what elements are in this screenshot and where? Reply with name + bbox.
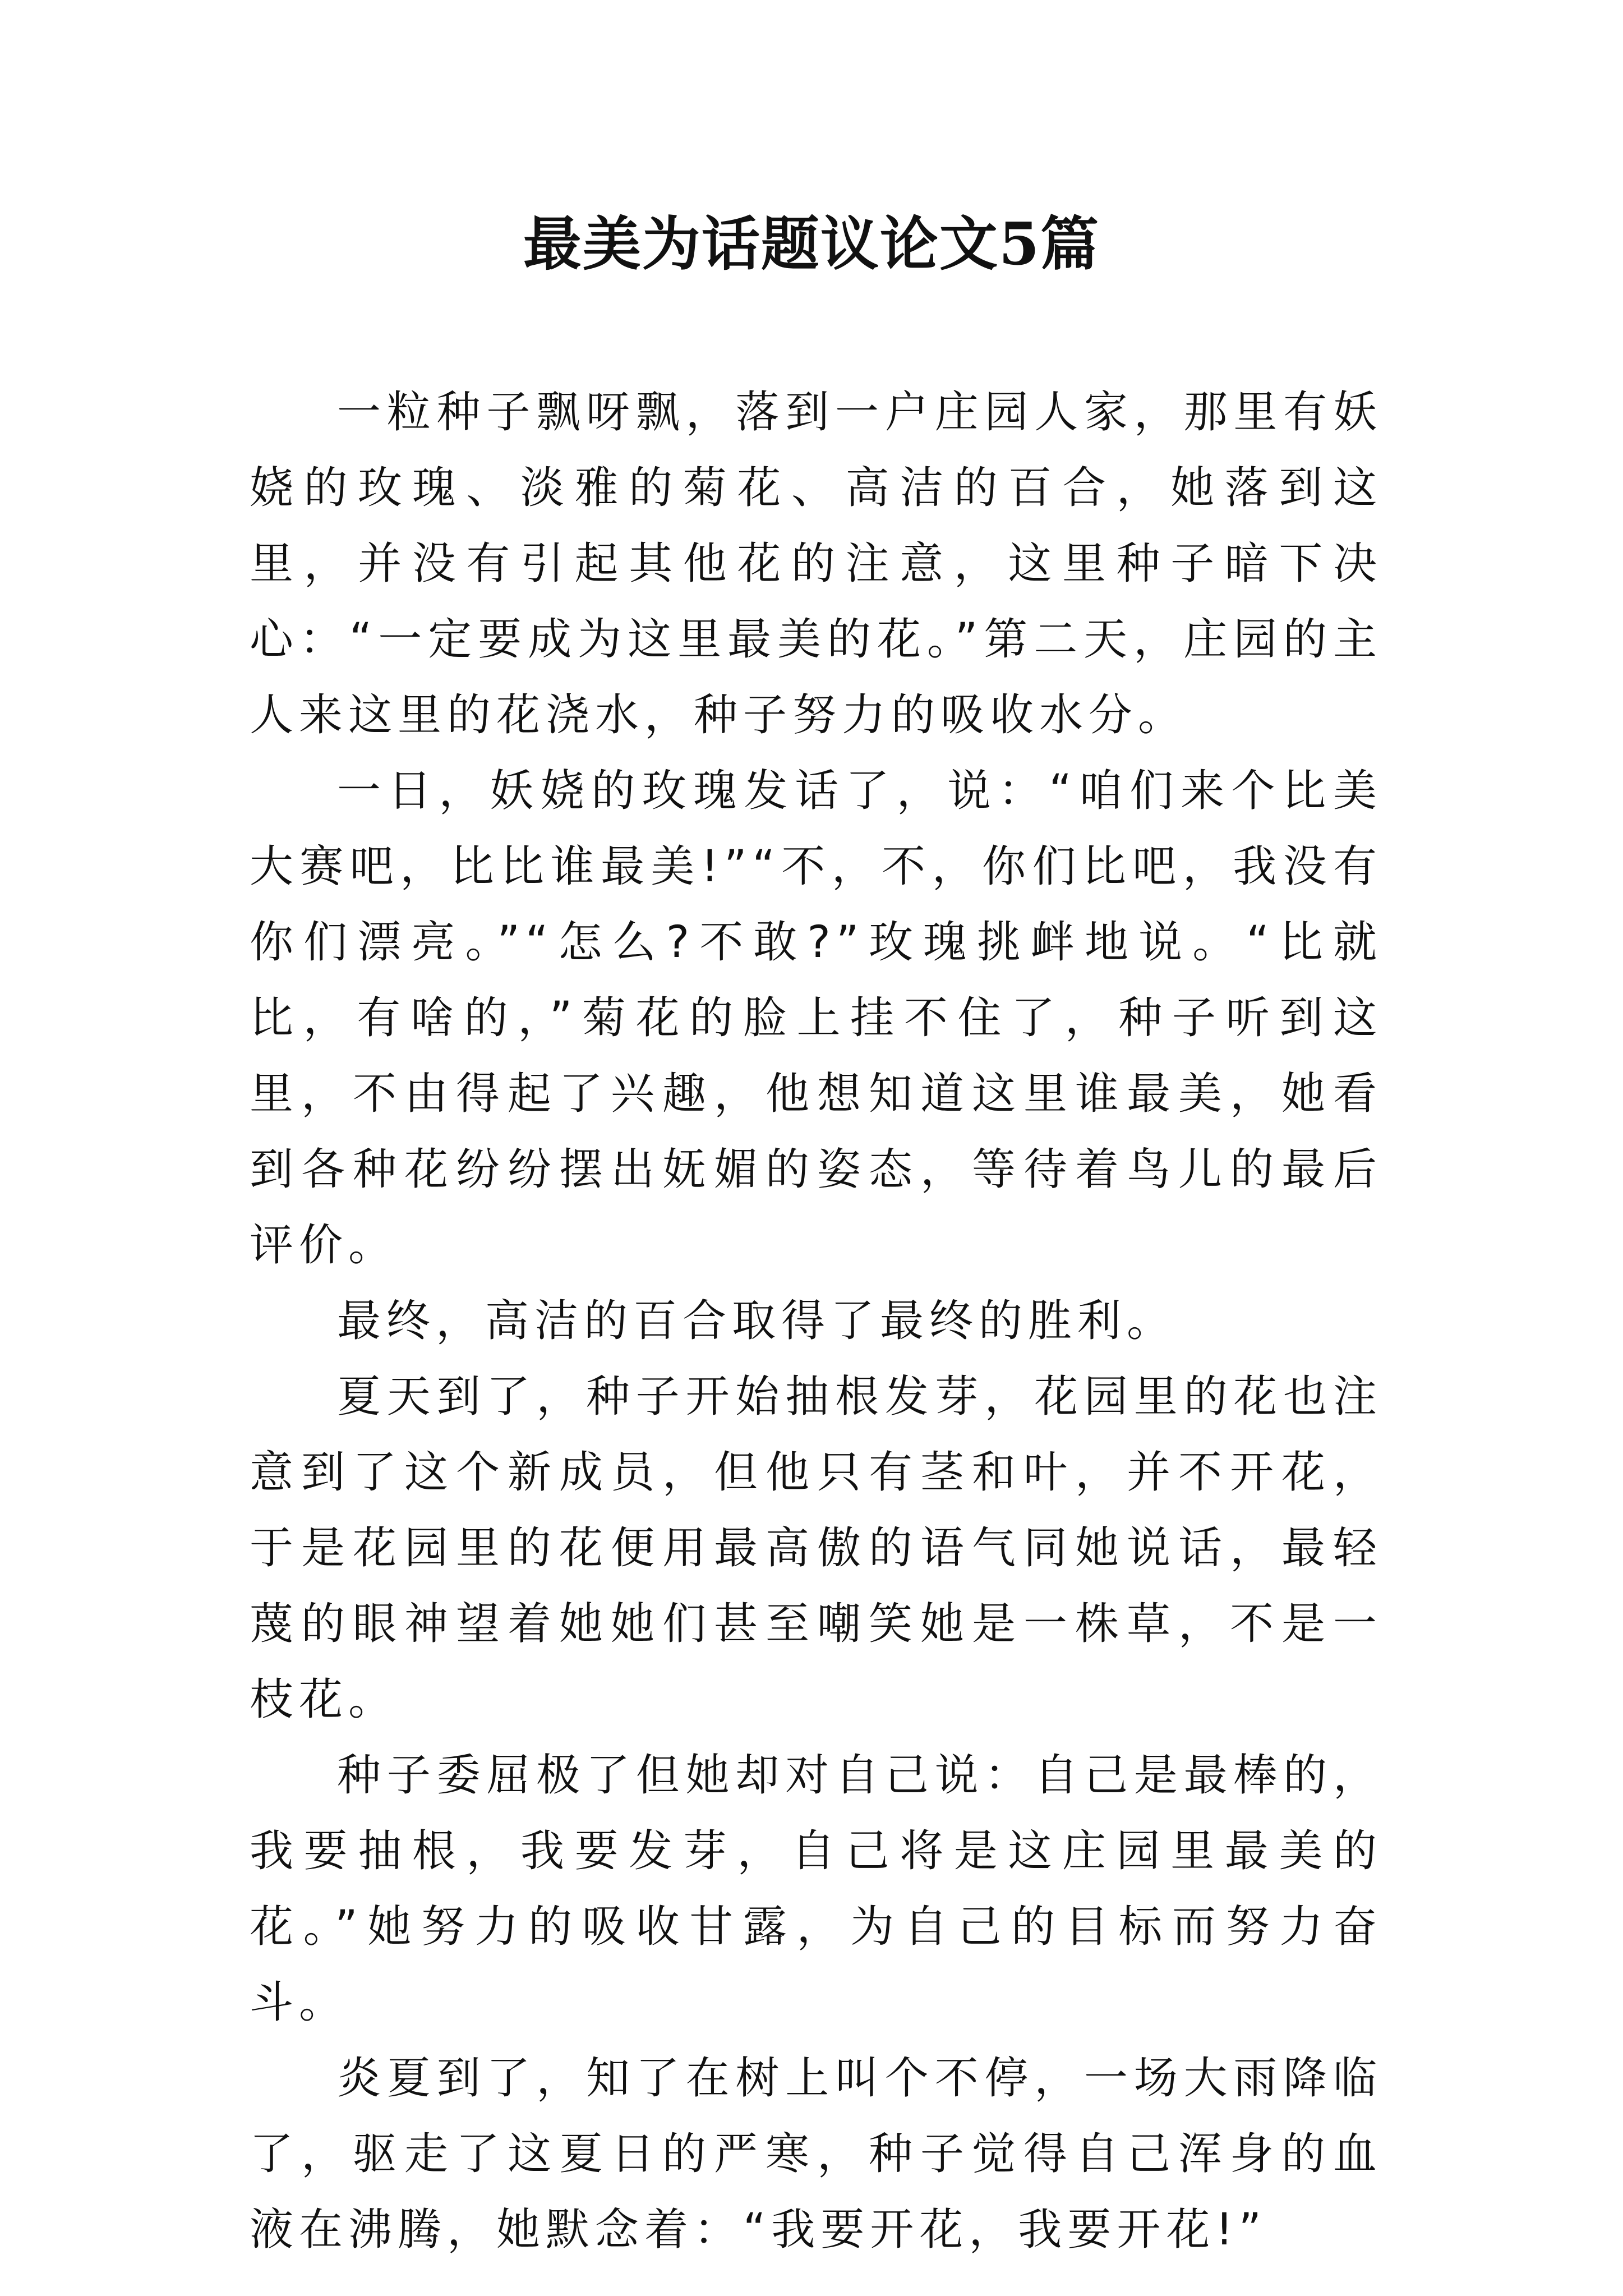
document-title: 最美为话题议论文5篇 — [523, 209, 1100, 278]
document-body — [250, 375, 1382, 2268]
paragraph: 种子委屈极了但她却对自己说：自己是最棒的，我要抽根，我要发芽，自己将是这庄园里最美的花。”她努力的吸收甘露，为自己的目标而努力奋斗。 — [250, 1750, 1382, 2028]
paragraph: 一日，妖娆的玫瑰发话了，说：“咱们来个比美大赛吧，比比谁最美!”“不，不，你们比吧，我没有你们漂亮。”“怎么?不敢?”玫瑰挑衅地说。“比就比，有啥的，”菊花的脸上挂不住了，种子听到这里，不由得起了兴趣，他想知道这里谁最美，她看到各种花纷纷摆出妩媚的姿态，等待着鸟儿的最后评价。 — [250, 766, 1382, 1271]
paragraph: 夏天到了，种子开始抽根发芽，花园里的花也注意到了这个新成员，但他只有茎和叶，并不开花，于是花园里的花便用最高傲的语气同她说话，最轻蔑的眼神望着她她们甚至嘲笑她是一株草，不是一枝花。 — [250, 1372, 1382, 1725]
paragraph: 一粒种子飘呀飘，落到一户庄园人家，那里有妖娆的玫瑰、淡雅的菊花、高洁的百合，她落到这里，并没有引起其他花的注意，这里种子暗下决心：“一定要成为这里最美的花。”第二天，庄园的主人来这里的花浇水，种子努力的吸收水分。 — [250, 387, 1382, 740]
paragraph: 炎夏到了，知了在树上叫个不停，一场大雨降临了，驱走了这夏日的严寒，种子觉得自己浑身的血液在沸腾，她默念着：“我要开花，我要开花!” — [250, 2053, 1382, 2255]
paragraph: 最终，高洁的百合取得了最终的胜利。 — [337, 1296, 1177, 1346]
